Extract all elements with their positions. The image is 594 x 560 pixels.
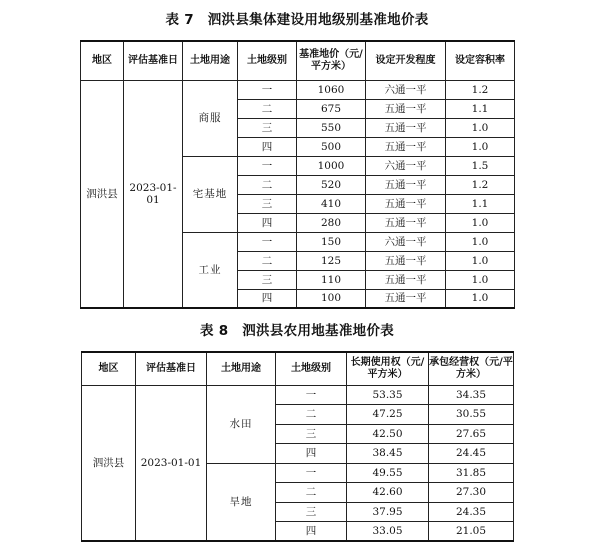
header-eval-date: 评估基准日 (136, 352, 207, 385)
grade-cell: 一 (238, 156, 297, 175)
header-land-grade: 土地级别 (238, 41, 297, 80)
table7-title: 表 7 泗洪县集体建设用地级别基准地价表 (165, 12, 429, 28)
header-region: 地区 (82, 352, 136, 385)
grade-cell: 三 (238, 270, 297, 289)
region-cell: 泗洪县 (82, 385, 136, 541)
floor-area-ratio-cell: 1.0 (446, 251, 515, 270)
dev-level-cell: 五通一平 (366, 194, 446, 213)
dev-level-cell: 五通一平 (366, 270, 446, 289)
grade-cell: 一 (238, 232, 297, 251)
header-land-grade: 土地级别 (276, 352, 347, 385)
floor-area-ratio-cell: 1.2 (446, 175, 515, 194)
base-price-cell: 110 (297, 270, 366, 289)
base-price-cell: 150 (297, 232, 366, 251)
table-row (81, 80, 515, 99)
base-price-cell: 520 (297, 175, 366, 194)
floor-area-ratio-cell: 1.5 (446, 156, 515, 175)
base-price-cell: 1000 (297, 156, 366, 175)
grade-cell: 三 (276, 502, 347, 522)
base-price-cell: 125 (297, 251, 366, 270)
long-term-right-cell: 49.55 (347, 463, 429, 483)
header-eval-date: 评估基准日 (124, 41, 183, 80)
header-dev-level: 设定开发程度 (366, 41, 446, 80)
base-price-cell: 500 (297, 137, 366, 156)
grade-cell: 四 (238, 213, 297, 232)
base-price-cell: 550 (297, 118, 366, 137)
long-term-right-cell: 53.35 (347, 385, 429, 405)
grade-cell: 二 (238, 251, 297, 270)
header-region: 地区 (81, 41, 124, 80)
floor-area-ratio-cell: 1.2 (446, 80, 515, 99)
contract-right-cell: 30.55 (429, 405, 514, 425)
contract-right-cell: 31.85 (429, 463, 514, 483)
grade-cell: 三 (238, 194, 297, 213)
contract-right-cell: 24.35 (429, 502, 514, 522)
grade-cell: 四 (238, 137, 297, 156)
long-term-right-cell: 47.25 (347, 405, 429, 425)
dev-level-cell: 五通一平 (366, 175, 446, 194)
contract-right-cell: 34.35 (429, 385, 514, 405)
dev-level-cell: 五通一平 (366, 99, 446, 118)
header-land-use: 土地用途 (183, 41, 238, 80)
floor-area-ratio-cell: 1.0 (446, 213, 515, 232)
grade-cell: 四 (238, 289, 297, 308)
contract-right-cell: 21.05 (429, 522, 514, 542)
contract-right-cell: 27.65 (429, 424, 514, 444)
long-term-right-cell: 37.95 (347, 502, 429, 522)
dev-level-cell: 五通一平 (366, 137, 446, 156)
eval-date-cell: 2023-01-01 (124, 80, 183, 308)
grade-cell: 一 (238, 80, 297, 99)
grade-cell: 二 (238, 175, 297, 194)
base-price-cell: 410 (297, 194, 366, 213)
floor-area-ratio-cell: 1.0 (446, 289, 515, 308)
land-use-cell: 商服 (183, 80, 238, 156)
long-term-right-cell: 38.45 (347, 444, 429, 464)
dev-level-cell: 五通一平 (366, 118, 446, 137)
grade-cell: 二 (238, 99, 297, 118)
table-header-row (81, 41, 515, 80)
dev-level-cell: 五通一平 (366, 213, 446, 232)
long-term-right-cell: 42.60 (347, 483, 429, 503)
contract-right-cell: 27.30 (429, 483, 514, 503)
table-row (82, 385, 514, 405)
long-term-right-cell: 42.50 (347, 424, 429, 444)
grade-cell: 四 (276, 522, 347, 542)
base-price-cell: 675 (297, 99, 366, 118)
floor-area-ratio-cell: 1.0 (446, 270, 515, 289)
collective-land-price-table (80, 40, 515, 309)
land-use-cell: 工业 (183, 232, 238, 308)
header-land-use: 土地用途 (207, 352, 276, 385)
dev-level-cell: 六通一平 (366, 232, 446, 251)
header-contract-right: 承包经营权（元/平方米） (429, 352, 514, 385)
grade-cell: 四 (276, 444, 347, 464)
contract-right-cell: 24.45 (429, 444, 514, 464)
dev-level-cell: 六通一平 (366, 80, 446, 99)
long-term-right-cell: 33.05 (347, 522, 429, 542)
floor-area-ratio-cell: 1.0 (446, 137, 515, 156)
floor-area-ratio-cell: 1.0 (446, 232, 515, 251)
dev-level-cell: 五通一平 (366, 289, 446, 308)
header-long-term-right: 长期使用权（元/平方米） (347, 352, 429, 385)
grade-cell: 二 (276, 483, 347, 503)
dev-level-cell: 五通一平 (366, 251, 446, 270)
base-price-cell: 1060 (297, 80, 366, 99)
region-cell: 泗洪县 (81, 80, 124, 308)
grade-cell: 三 (276, 424, 347, 444)
land-use-cell: 宅基地 (183, 156, 238, 232)
floor-area-ratio-cell: 1.1 (446, 99, 515, 118)
floor-area-ratio-cell: 1.0 (446, 118, 515, 137)
dev-level-cell: 六通一平 (366, 156, 446, 175)
eval-date-cell: 2023-01-01 (136, 385, 207, 541)
grade-cell: 一 (276, 385, 347, 405)
header-floor-area-ratio: 设定容积率 (446, 41, 515, 80)
farmland-price-table (81, 351, 514, 542)
floor-area-ratio-cell: 1.1 (446, 194, 515, 213)
grade-cell: 一 (276, 463, 347, 483)
grade-cell: 三 (238, 118, 297, 137)
base-price-cell: 280 (297, 213, 366, 232)
header-base-price: 基准地价（元/平方米） (297, 41, 366, 80)
land-use-cell: 水田 (207, 385, 276, 463)
grade-cell: 二 (276, 405, 347, 425)
land-use-cell: 旱地 (207, 463, 276, 541)
table-header-row (82, 352, 514, 385)
table8-title: 表 8 泗洪县农用地基准地价表 (199, 323, 395, 339)
base-price-cell: 100 (297, 289, 366, 308)
